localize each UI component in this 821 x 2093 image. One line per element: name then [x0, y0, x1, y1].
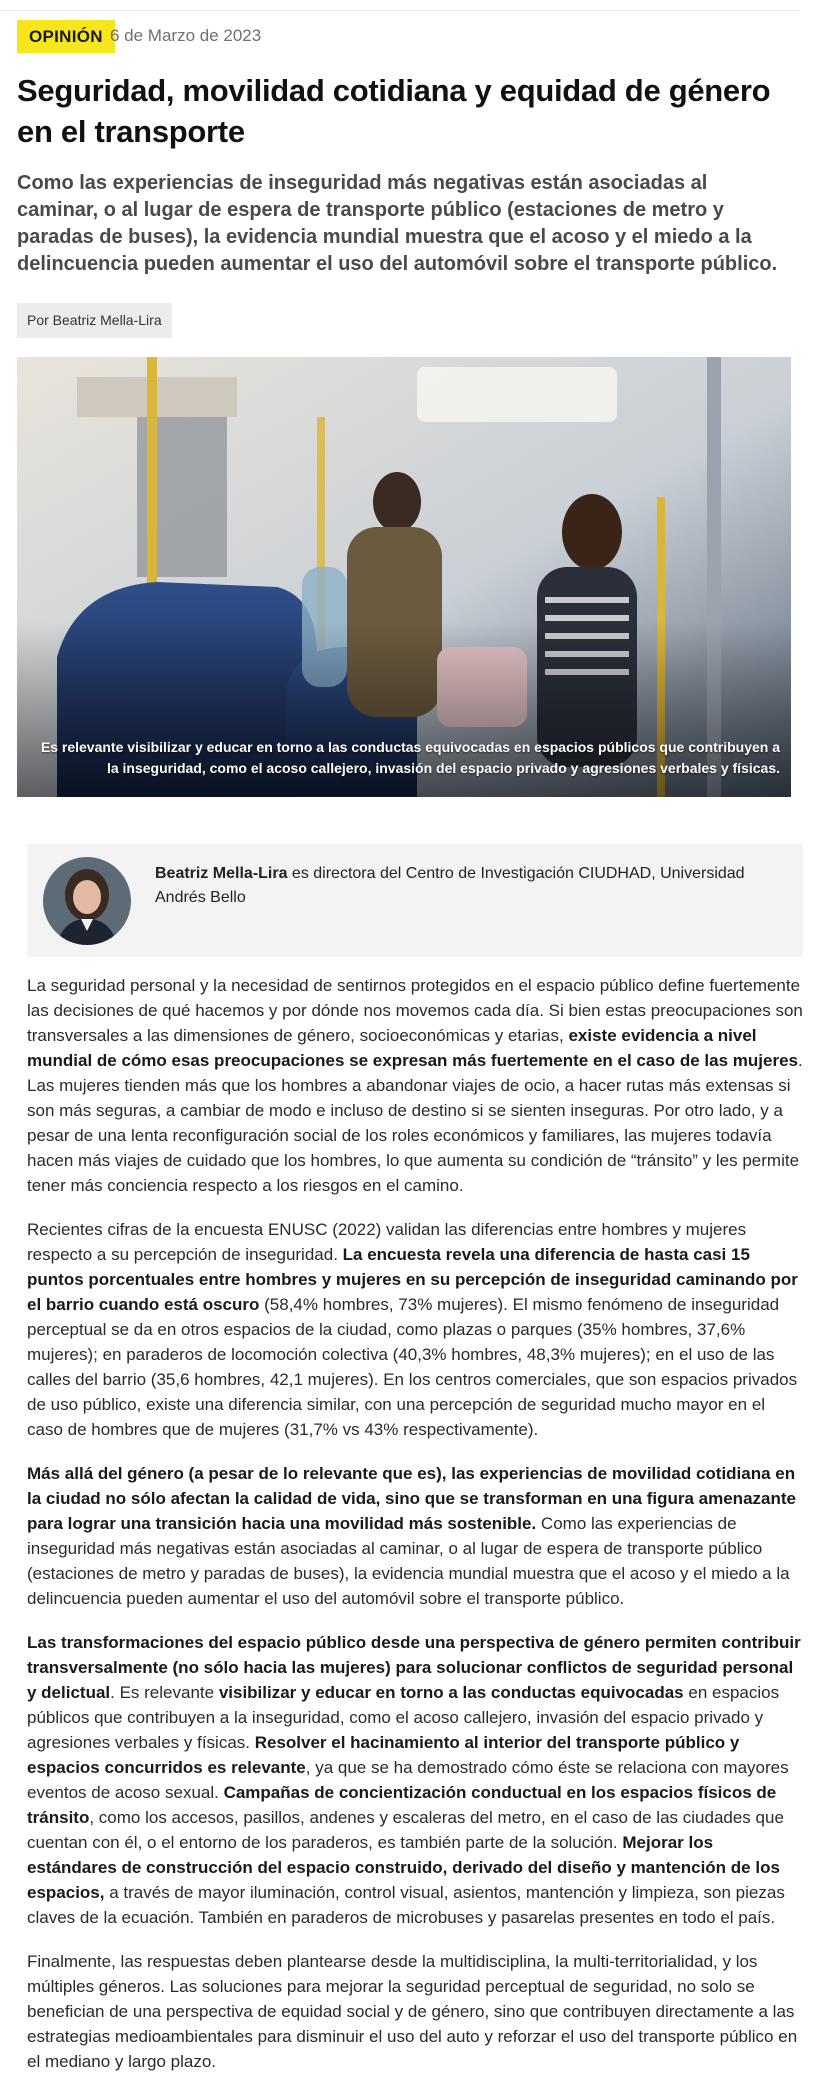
p3-text-b: Como las experiencias de inseguridad más negativas están asociadas al caminar, o al lugar de espera de transporte público (estaciones de metro y paradas de buses), la evidencia mundial muestra que el acoso y el miedo a la delincuencia pueden aumentar el uso del automóvil sobre el transporte público.: [27, 1514, 790, 1608]
p4-bold-g: Campañas de concientización conductual en los espacios físicos de tránsito: [27, 1783, 777, 1827]
author-bio-text: es directora del Centro de Investigación CIUDHAD, Universidad Andrés Bello: [155, 865, 745, 906]
bus-interior-image: [17, 357, 791, 797]
section-badge[interactable]: OPINIÓN: [17, 20, 115, 53]
hero-photo: [17, 357, 791, 797]
author-portrait-image: [43, 857, 131, 945]
article-body: [27, 973, 803, 2093]
p1-text-c: . Las mujeres tienden más que los hombres a abandonar viajes de ocio, a hacer rutas más extensas si son más seguras, a cambiar de modo e incluso de destino si se sienten inseguras. Por otro lado, y a pesar de una lenta reconfiguración social de los roles económicos y familiares, las mujeres todavía hacen más viajes de cuidado que los hombres, lo que aumenta su condición de “tránsito” y les permite tener más conciencia respecto a los riesgos en el camino.: [27, 1051, 803, 1195]
p4-bold-c: visibilizar y educar en torno a las conductas equivocadas: [218, 1683, 684, 1702]
p4-bold-e: Resolver el hacinamiento al interior del transporte público y espacios concurridos es relevante: [27, 1733, 740, 1777]
paragraph-3: [27, 1461, 803, 1611]
p4-text-f: , ya que se ha demostrado cómo éste se relaciona con mayores eventos de acoso sexual.: [27, 1758, 789, 1802]
paragraph-5: Finalmente, las respuestas deben plantearse desde la multidisciplina, la multi-territorialidad, y los múltiples géneros. Las soluciones para mejorar la seguridad perceptual de seguridad, no solo se benefician de una perspectiva de equidad social y de género, sino que contribuyen directamente a las estrategias medioambientales para disminuir el uso del auto y reforzar el uso del transporte público en el mediano y largo plazo.: [27, 1952, 798, 2071]
top-divider: [0, 10, 800, 11]
p4-bold-i: Mejorar los estándares de construcción del espacio construido, derivado del diseño y mantención de los espacios,: [27, 1833, 780, 1902]
paragraph-2: [27, 1217, 803, 1442]
p2-bold-b: La encuesta revela una diferencia de hasta casi 15 puntos porcentuales entre hombres y mujeres en su percepción de inseguridad caminando por el barrio cuando está oscuro: [27, 1245, 798, 1314]
p3-bold-a: Más allá del género (a pesar de lo relevante que es), las experiencias de movilidad cotidiana en la ciudad no sólo afectan la calidad de vida, sino que se transforman en una figura amenazante para lograr una transición hacia una movilidad más sostenible.: [27, 1464, 796, 1533]
paragraph-1: [27, 973, 803, 1198]
p4-text-j: a través de mayor iluminación, control visual, asientos, mantención y limpieza, son piezas claves de la ecuación. También en paraderos de microbuses y pasarelas presentes en todo el país.: [27, 1883, 785, 1927]
p4-text-h: , como los accesos, pasillos, andenes y escaleras del metro, en el caso de las ciudades que cuentan con él, o el entorno de los paraderos, es también parte de la solución.: [27, 1808, 784, 1852]
author-name[interactable]: Beatriz Mella-Lira: [155, 865, 288, 882]
article-title: Seguridad, movilidad cotidiana y equidad de género en el transporte: [17, 73, 771, 149]
article-lead: Como las experiencias de inseguridad más negativas están asociadas al caminar, o al lugar de espera de transporte público (estaciones de metro y paradas de buses), la evidencia mundial muestra que el acoso y el miedo a la delincuencia pueden aumentar el uso del automóvil sobre el transporte público.: [17, 172, 778, 275]
photo-caption: Es relevante visibilizar y educar en torno a las conductas equivocadas en espacios públicos que contribuyen a la inseguridad, como el acoso callejero, invasión del espacio privado y agresiones verbales y físicas.: [40, 739, 780, 776]
p1-bold-b: existe evidencia a nivel mundial de cómo esas preocupaciones se expresan más fuertemente en el caso de las mujeres: [27, 1026, 798, 1070]
author-bio: [155, 862, 775, 910]
publish-date: 6 de Marzo de 2023: [110, 26, 262, 45]
author-box: [27, 844, 803, 957]
p4-text-d: en espacios públicos que contribuyen a la inseguridad, como el acoso callejero, invasión del espacio privado y agresiones verbales y físicas.: [27, 1683, 780, 1752]
p4-text-b: . Es relevante: [110, 1683, 219, 1702]
p4-bold-a: Las transformaciones del espacio público desde una perspectiva de género permiten contribuir transversalmente (no sólo hacia las mujeres) para solucionar conflictos de seguridad personal y delictual: [27, 1633, 801, 1702]
paragraph-4: [27, 1630, 803, 1930]
p2-text-c: (58,4% hombres, 73% mujeres). El mismo fenómeno de inseguridad perceptual se da en otros espacios de la ciudad, como plazas o parques (35% hombres, 37,6% mujeres); en paraderos de locomoción colectiva (40,3% hombres, 48,3% mujeres); en el uso de las calles del barrio (35,6 hombres, 42,1 mujeres). En los centros comerciales, que son espacios privados de uso público, existe una diferencia similar, con una percepción de seguridad mucho mayor en el caso de hombres que de mujeres (31,7% vs 43% respectivamente).: [27, 1295, 798, 1439]
author-avatar: [43, 857, 131, 945]
p1-text-a: La seguridad personal y la necesidad de sentirnos protegidos en el espacio público define fuertemente las decisiones de qué hacemos y por dónde nos movemos cada día. Si bien estas preocupaciones son transversales a las dimensiones de género, socioeconómicas y etarias,: [27, 976, 803, 1045]
byline[interactable]: Por Beatriz Mella-Lira: [17, 303, 172, 338]
p2-text-a: Recientes cifras de la encuesta ENUSC (2022) validan las diferencias entre hombres y mujeres respecto a su percepción de inseguridad.: [27, 1220, 747, 1264]
